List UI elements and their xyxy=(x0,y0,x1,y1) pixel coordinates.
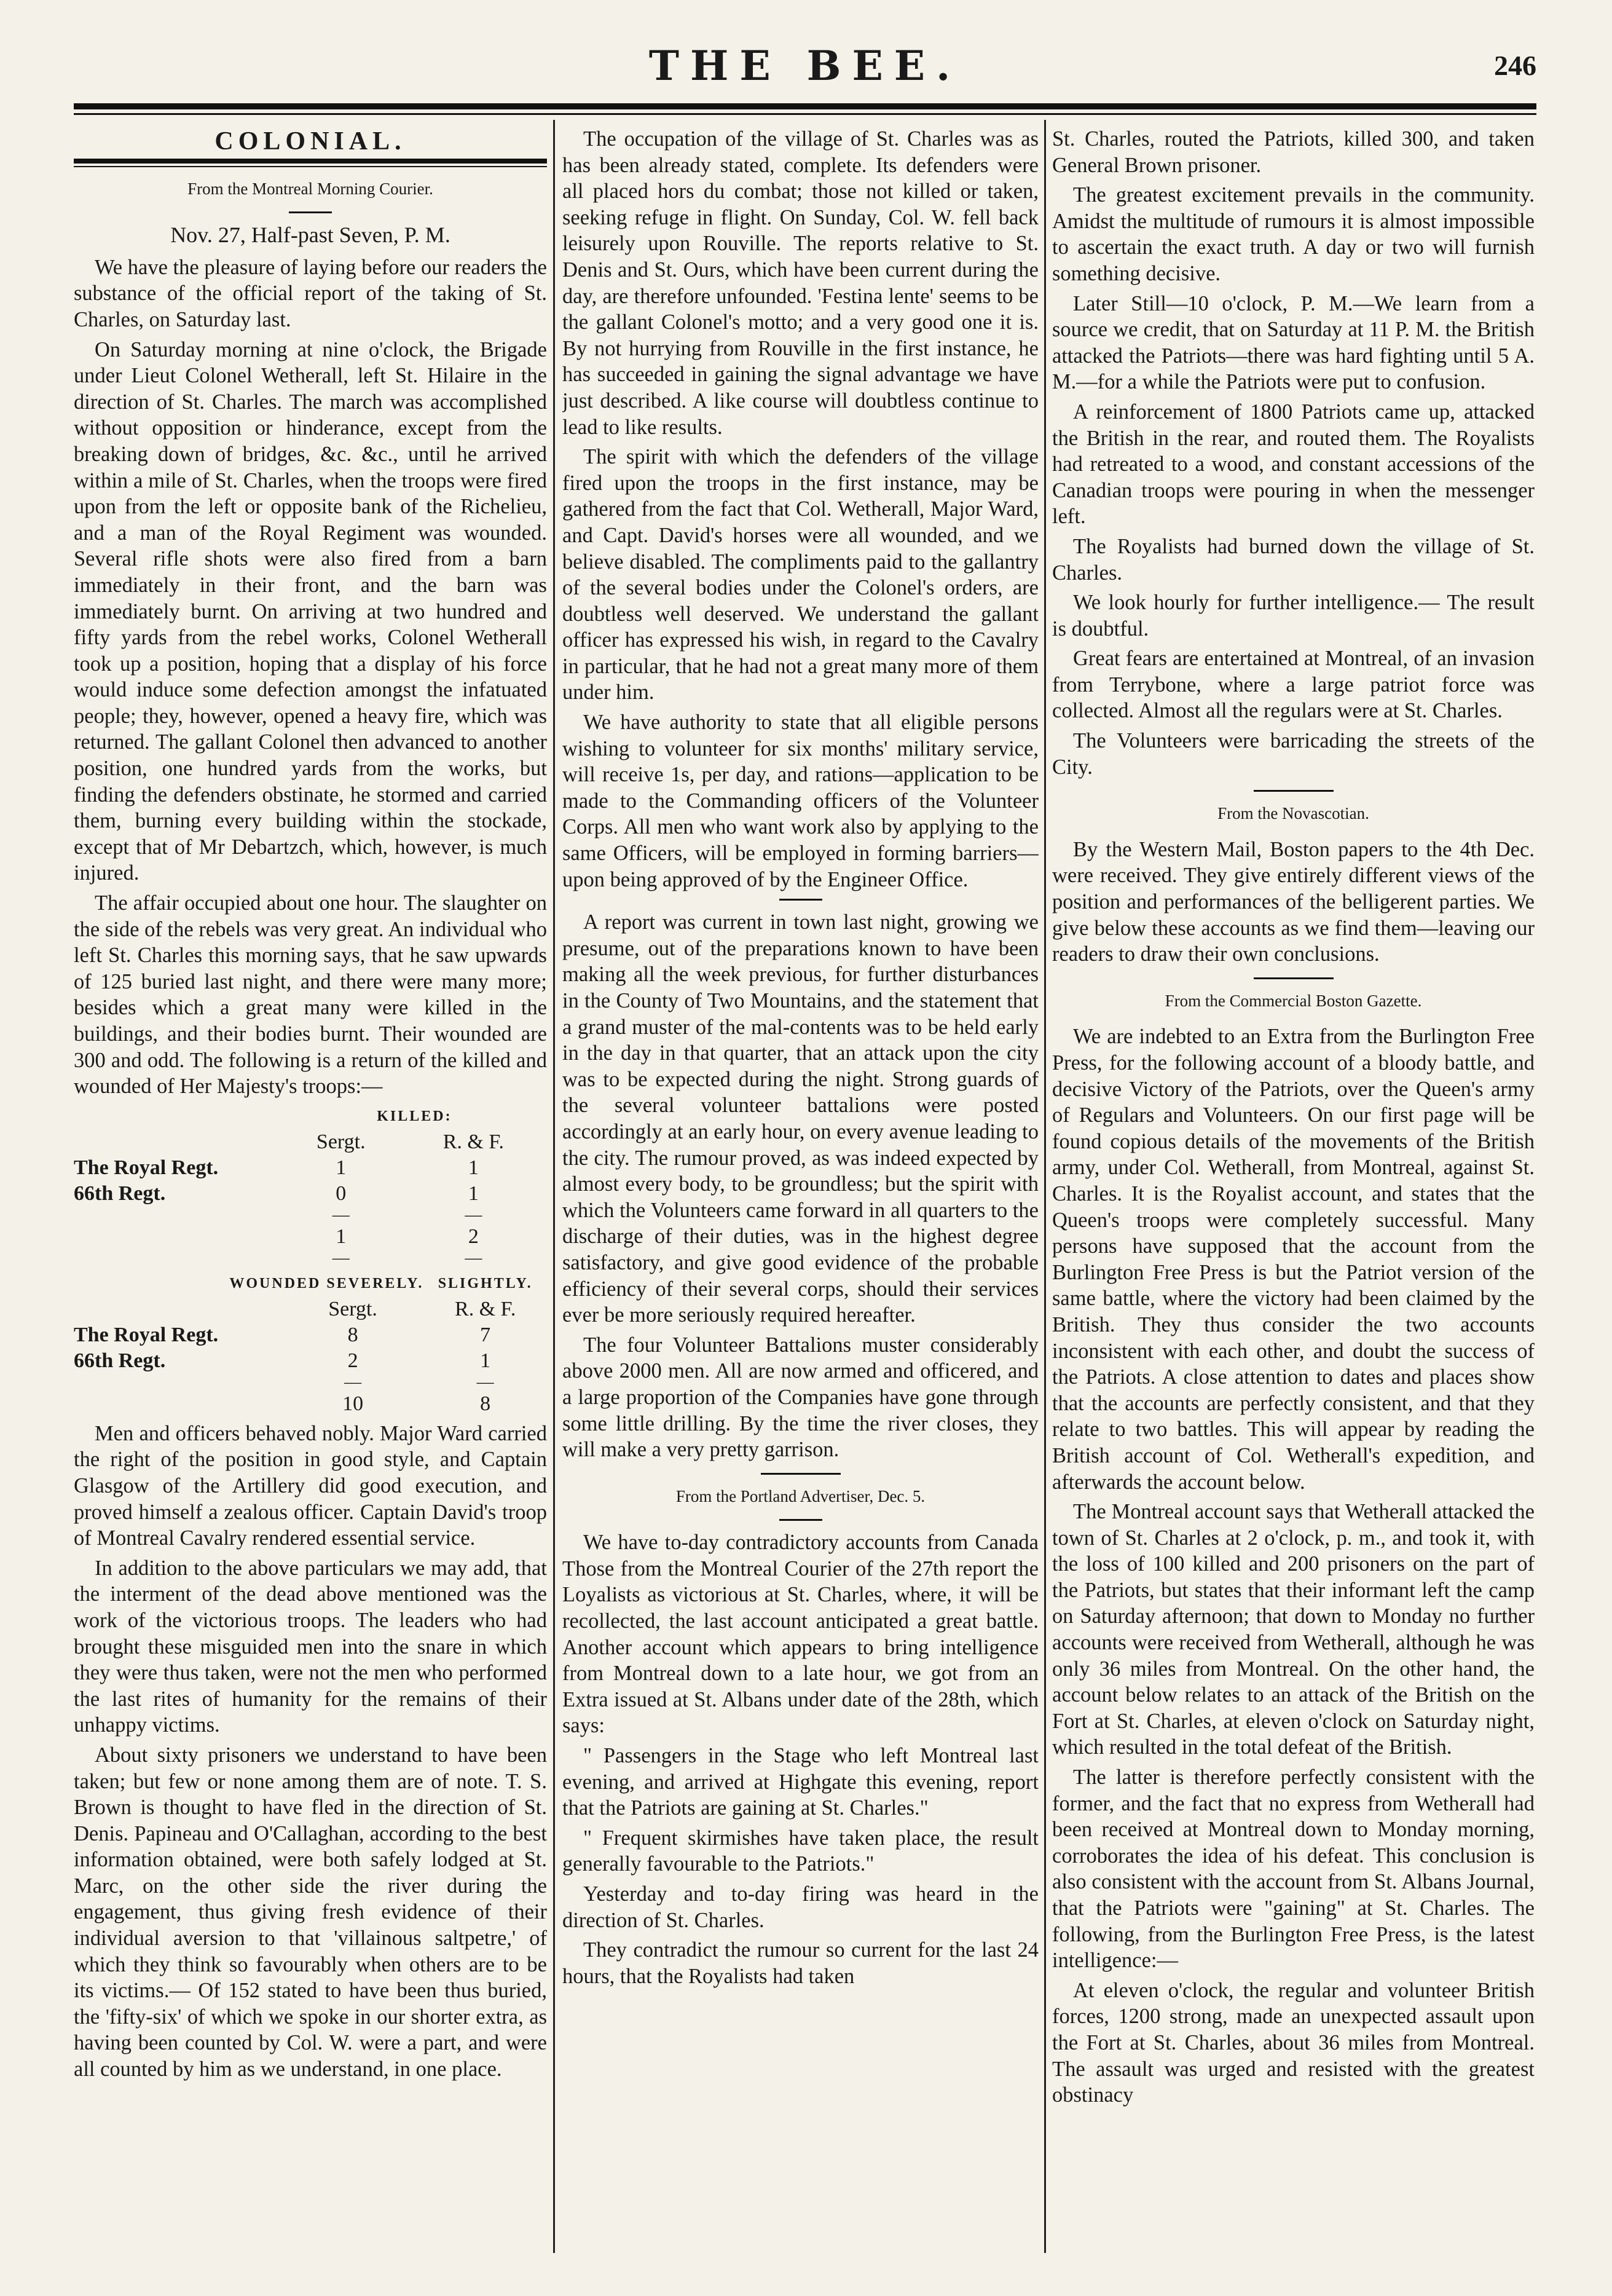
page-number: 246 xyxy=(1494,50,1536,81)
table-heading: KILLED: xyxy=(377,1108,452,1124)
paragraph: A report was current in town last night, growing we presume, out of the preparations known to have been making all the week previous, for further disturbances in the County of Two Mountains, and the statement that a grand muster of the mal-contents was to be held early in the day in that quarter, that an attack upon the city was to be expected during the night. Strong guards of the several volunteer battalions were posted accordingly at an early hour, on every avenue leading to the city. The rumour proved, as was indeed expected by almost every body, to be groundless; but the spirit with which the Volunteers came forward in all quarters to the discharge of their duties, was in the highest degree satisfactory, and give good evidence of the probable efficiency of their several corps, should their services ever be more seriously required hereafter. xyxy=(562,910,1039,1327)
paragraph: A reinforcement of 1800 Patriots came up, attacked the British in the rear, and routed them. The Royalists had retreated to a wood, and constant accessions of the Canadian troops were pouring in when the messenger left. xyxy=(1052,400,1535,529)
paragraph: The latter is therefore perfectly consistent with the former, and the fact that no express from Wetherall had been received at Montreal down to Monday morning, corroborates the idea of his defeat. This conclusion is also consistent with the account from St. Albans Journal, that the Patriots were "gaining" at St. Charles. The following, from the Burlington Free Press, is the latest intelligence:— xyxy=(1052,1765,1535,1973)
masthead-rule-thin xyxy=(74,113,1536,115)
short-rule xyxy=(779,1519,822,1521)
column-1 xyxy=(74,126,547,2250)
source-line: From the Montreal Morning Courier. xyxy=(187,179,433,198)
table-row: 66th Regt. 0 1 xyxy=(74,1182,479,1205)
paragraph: The four Volunteer Battalions muster considerably above 2000 men. All are now armed and officered, and a large proportion of the Companies have gone through some little drilling. By the time the river closes, they will make a very pretty garrison. xyxy=(562,1333,1039,1462)
source-line: From the Portland Advertiser, Dec. 5. xyxy=(675,1486,926,1505)
masthead xyxy=(74,30,1536,103)
paragraph: Great fears are entertained at Montreal, of an invasion from Terrybone, where a large patriot force was collected. Almost all the regulars were at St. Charles. xyxy=(1052,647,1535,723)
short-rule xyxy=(289,211,332,213)
paragraph: We are indebted to an Extra from the Burlington Free Press, for the following account of a bloody battle, and decisive Victory of the Patriots, over the Queen's army of Regulars and Volunteers. On our first page will be found copious details of the movements of the British army, under Col. Wetherall, from Montreal, against St. Charles. It is the Royalist account, and states that the Queen's troops were completely successful. Many persons have supposed that the account from the Burlington Free Press is but the Patriot version of the same battle, where the victory had been claimed by the British. They thus consider the two accounts inconsistent with each other, and doubt the success of the Patriots. A close attention to dates and places show that the accounts are perfectly consistent, and that they relate to two battles. This will appear by reading the British account of Col. Wetherall's expedition, and afterwards the account below. xyxy=(1052,1025,1535,1494)
short-rule xyxy=(1254,977,1334,979)
paragraph: The Volunteers were barricading the streets of the City. xyxy=(1052,729,1535,779)
paragraph: They contradict the rumour so current for the last 24 hours, that the Royalists had taken xyxy=(562,1938,1039,1988)
section-heading: COLONIAL. xyxy=(214,127,406,156)
killed-table: KILLED: Sergt. R. & F. The Royal Regt. 1 1 66th Regt. 0 1 — — 1 2 — — xyxy=(74,1103,547,1267)
source-line: From the Novascotian. xyxy=(1217,804,1369,823)
source-line: From the Commercial Boston Gazette. xyxy=(1165,991,1422,1010)
table-heading: WOUNDED SEVERELY. xyxy=(229,1275,424,1292)
paragraph: We have to-day contradictory accounts from Canada Those from the Montreal Courier of the 27th report the Loyalists as victorious at St. Charles, where, it will be recollected, the last account anticipated a great battle. Another account which appears to bring intelligence from Montreal down to a late hour, we got from an Extra issued at St. Albans under date of the 28th, which says: xyxy=(562,1531,1039,1738)
paragraph: St. Charles, routed the Patriots, killed 300, and taken General Brown prisoner. xyxy=(1052,127,1535,177)
paragraph: In addition to the above particulars we may add, that the interment of the dead above mentioned was the work of the victorious troops. The leaders who had brought these misguided men into the snare in which they were thus taken, were not the men who performed the last rites of humanity for the remains of their unhappy victims. xyxy=(74,1556,547,1737)
table-heading: SLIGHTLY. xyxy=(438,1275,533,1292)
column-header: R. & F. xyxy=(442,1130,505,1153)
paragraph: The Montreal account says that Wetherall attacked the town of St. Charles at 2 o'clock, p. m., and took it, with the loss of 100 killed and 200 prisoners on the part of the Patriots, but states that their informant left the camp on Saturday afternoon; that down to Monday no further accounts were received from Wetherall, although he was only 36 miles from Montreal. On the other hand, the account below relates to an attack of the British on the Fort at St. Charles, at eleven o'clock on Saturday night, which resulted in the total defeat of the British. xyxy=(1052,1500,1535,1759)
short-rule xyxy=(761,1473,841,1475)
newspaper-title: THE BEE. xyxy=(648,42,962,90)
paragraph: About sixty prisoners we understand to have been taken; but few or none among them are of note. T. S. Brown is thought to have fled in the direction of St. Denis. Papineau and O'Callaghan, according to the best information obtained, were both safely lodged at St. Marc, on the other side the river during the engagement, thus giving fresh evidence of their individual aversion to that 'villainous saltpetre,' of which they think so favourably when others are to be its victims.— Of 152 stated to have been thus buried, the 'fifty-six' of which we spoke in our shorter extra, as having been counted by Col. W. were a part, and were all counted by him as we understand, in one place. xyxy=(74,1743,547,2081)
paragraph: Later Still—10 o'clock, P. M.—We learn from a source we credit, that on Saturday at 11 P. M. the British attacked the Patriots—there was hard fighting until 5 A. M.—for a while the Patriots were put to confusion. xyxy=(1052,291,1535,394)
paragraph: We have authority to state that all eligible persons wishing to volunteer for six months' military service, will receive 1s, per day, and rations—application to be made to the Commanding officers of the Volunteer Corps. All men who want work also by applying to the same Officers, will be employed in forming barriers—upon being approved of by the Engineer Office. xyxy=(562,711,1039,891)
short-rule xyxy=(779,899,822,901)
quotation: " Frequent skirmishes have taken place, the result generally favourable to the Patriots." xyxy=(562,1826,1039,1876)
paragraph: Yesterday and to-day firing was heard in the direction of St. Charles. xyxy=(562,1882,1039,1932)
paragraph: On Saturday morning at nine o'clock, the Brigade under Lieut Colonel Wetherall, left St. Hilaire in the direction of St. Charles. The march was accomplished without opposition or hinderance, except from the breaking down of bridges, &c. &c., until he arrived within a mile of St. Charles, when the troops were fired upon from the left or opposite bank of the Richelieu, and a man of the Royal Regiment was wounded. Several rifle shots were also fired from a barn immediately in their front, and the barn was immediately burnt. On arriving at two hundred and fifty yards from the rebel works, Colonel Wetherall took up a position, hoping that a display of his force would induce some defection amongst the infatuated people; they, however, opened a heavy fire, which was returned. The gallant Colonel then advanced to another position, one hundred yards from the works, but finding the defenders obstinate, he stormed and carried them, burning every building within the stockade, except that of Mr Debartzch, which, however, is much injured. xyxy=(74,337,547,885)
paragraph: Men and officers behaved nobly. Major Ward carried the right of the position in good style, and Captain Glasgow of the Artillery did good execution, and proved himself a zealous officer. Captain David's troop of Montreal Cavalry rendered essential service. xyxy=(74,1421,547,1550)
column-header: Sergt. xyxy=(328,1297,377,1320)
table-row: 66th Regt. 2 1 xyxy=(74,1349,491,1372)
heading-rule xyxy=(74,166,547,167)
paragraph: The greatest excitement prevails in the community. Amidst the multitude of rumours it is almost impossible to ascertain the exact truth. A day or two will furnish something decisive. xyxy=(1052,183,1535,285)
column-divider xyxy=(553,120,555,2253)
paragraph: The Royalists had burned down the village of St. Charles. xyxy=(1052,534,1535,585)
heading-rule xyxy=(74,159,547,164)
short-rule xyxy=(1254,790,1334,792)
table-row: The Royal Regt. 8 7 xyxy=(74,1323,491,1346)
column-divider xyxy=(1044,120,1046,2253)
column-3 xyxy=(1052,126,1535,2250)
column-2 xyxy=(562,126,1039,2250)
dateline: Nov. 27, Half-past Seven, P. M. xyxy=(170,223,450,248)
paragraph: By the Western Mail, Boston papers to the 4th Dec. were received. They give entirely different views of the position and performances of the belligerent parties. We give below these accounts as we find them—leaving our readers to draw their own conclusions. xyxy=(1052,837,1535,966)
paragraph: We look hourly for further intelligence.— The result is doubtful. xyxy=(1052,591,1535,641)
column-header: Sergt. xyxy=(316,1130,366,1153)
paragraph: We have the pleasure of laying before our readers the substance of the official report of the taking of St. Charles, on Saturday last. xyxy=(74,255,547,331)
column-header: R. & F. xyxy=(455,1297,516,1320)
total-row: 1 2 xyxy=(336,1225,479,1248)
paragraph: The occupation of the village of St. Charles was as has been already stated, complete. Its defenders were all placed hors du combat; those not killed or taken, seeking refuge in flight. On Sunday, Col. W. fell back leisurely upon Rouville. The reports relative to St. Denis and St. Ours, which have been current during the day, are therefore unfounded. 'Festina lente' seems to be the gallant Colonel's motto; and a very good one it is. By not hurrying from Rouville in the first instance, he has succeeded in gaining the signal advantage we have just described. A like course will doubtless continue to lead to like results. xyxy=(562,127,1039,439)
paragraph: At eleven o'clock, the regular and volunteer British forces, 1200 strong, made an unexpected assault upon the Fort at St. Charles, about 36 miles from Montreal. The assault was urged and resisted with the greatest obstinacy xyxy=(1052,1978,1535,2107)
total-row: 10 8 xyxy=(342,1392,491,1415)
masthead-rule-thick xyxy=(74,103,1536,109)
paragraph: The affair occupied about one hour. The slaughter on the side of the rebels was very great. An individual who left St. Charles this morning says, that he saw upwards of 125 buried last night, and there were many more; besides which a great many were killed in the buildings, and their bodies burnt. Their wounded are 300 and odd. The following is a return of the killed and wounded of Her Majesty's troops:— xyxy=(74,891,547,1099)
quotation: " Passengers in the Stage who left Montreal last evening, and arrived at Highgate this evening, report that the Patriots are gaining at St. Charles." xyxy=(562,1744,1039,1820)
wounded-table: WOUNDED SEVERELY. SLIGHTLY. Sergt. R. & F. The Royal Regt. 8 7 66th Regt. 2 1 — — 10 8 xyxy=(74,1271,547,1417)
table-row: The Royal Regt. 1 1 xyxy=(74,1156,479,1179)
paragraph: The spirit with which the defenders of the village fired upon the troops in the first instance, may be gathered from the fact that Col. Wetherall, Major Ward, and Capt. David's horses were all wounded, and we believe disabled. The compliments paid to the gallantry of the several bodies under the Colonel's orders, are doubtless well deserved. We understand the gallant officer has expressed his wish, in regard to the Cavalry in particular, that he had not a great many more of them under him. xyxy=(562,445,1039,704)
